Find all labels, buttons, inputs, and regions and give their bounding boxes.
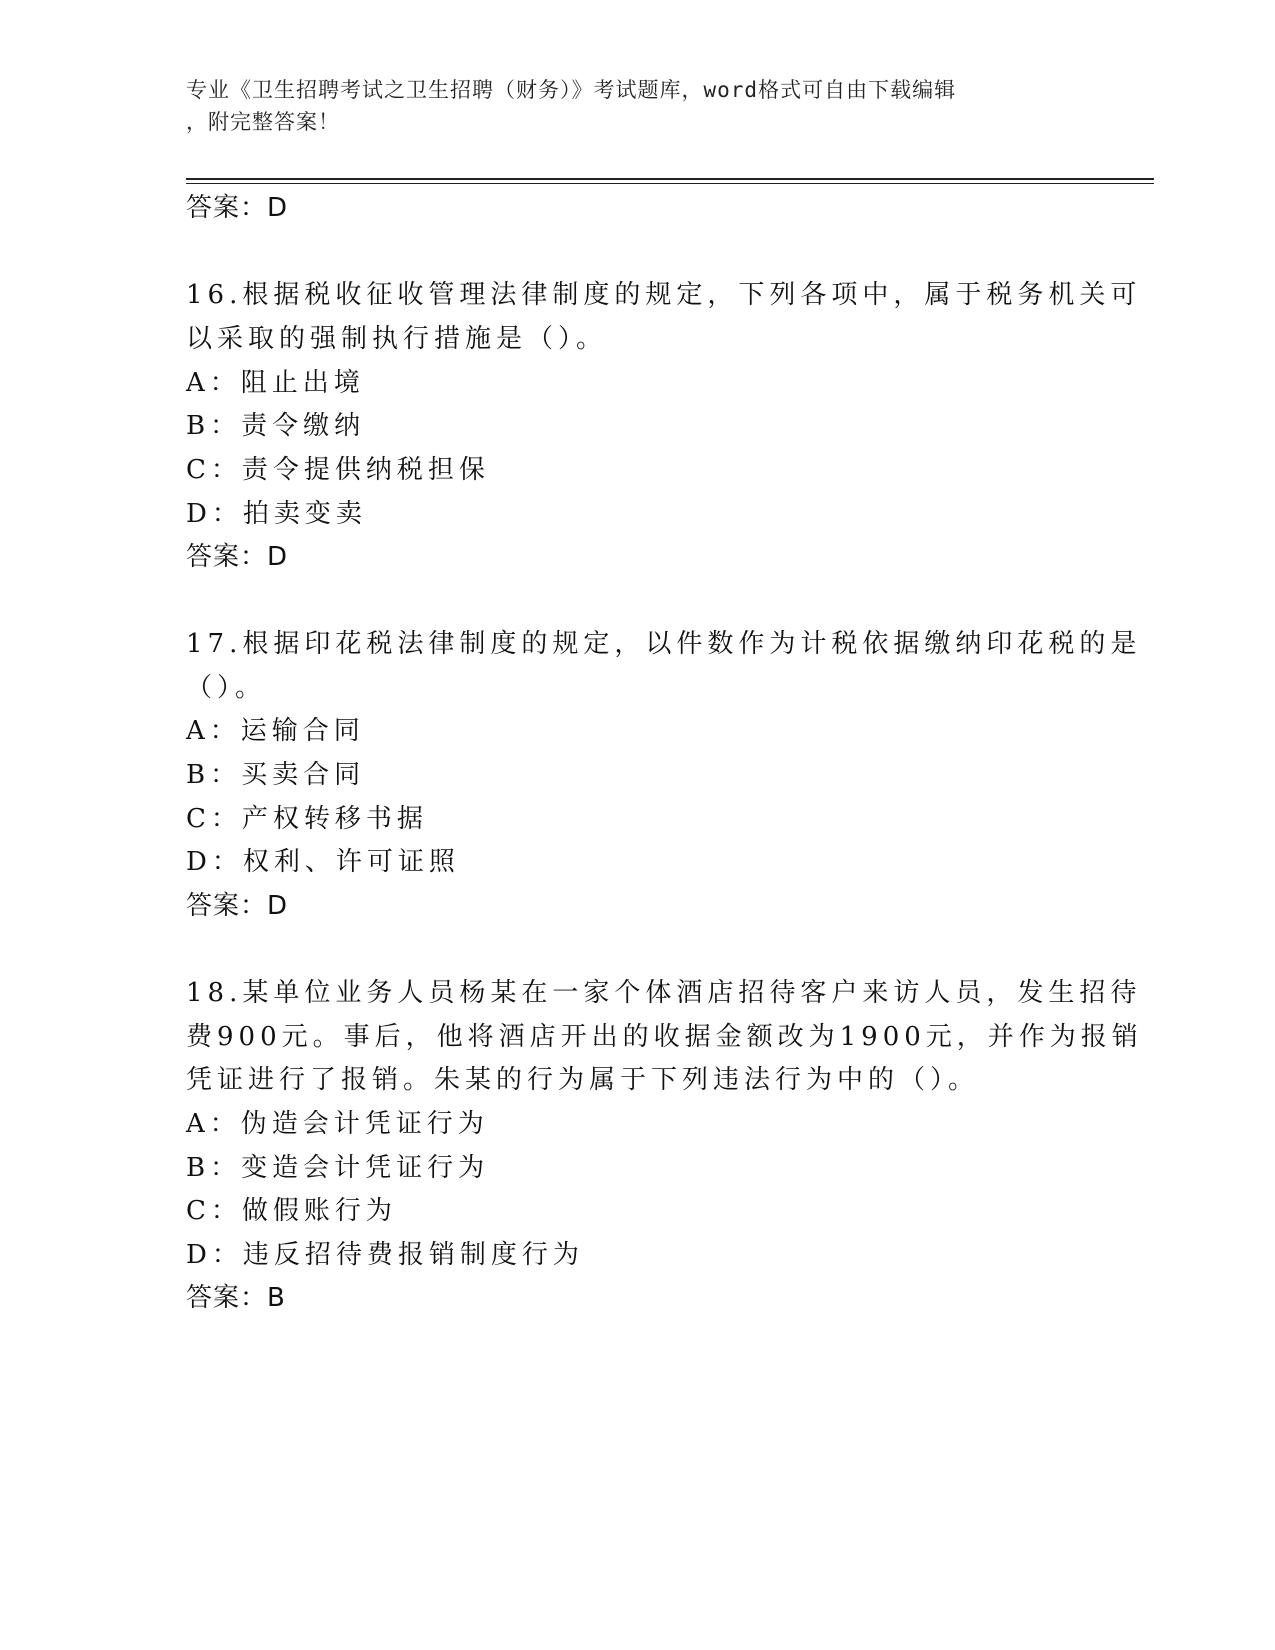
question-17-answer: 答案：D: [186, 891, 289, 921]
header-line-1: 专业《卫生招聘考试之卫生招聘（财务）》考试题库，word格式可自由下载编辑: [186, 78, 957, 102]
question-17-line-1: 17.根据印花税法律制度的规定，以件数作为计税依据缴纳印花税的是: [186, 629, 1142, 659]
question-18-option-d: D：违反招待费报销制度行为: [186, 1240, 584, 1270]
question-16-option-a: A：阻止出境: [186, 368, 365, 398]
answer-previous: 答案：D: [186, 193, 289, 223]
question-18-option-c: C：做假账行为: [186, 1196, 397, 1226]
question-17-option-a: A：运输合同: [186, 716, 365, 746]
question-16-answer: 答案：D: [186, 542, 289, 572]
header-divider-thin: [186, 183, 1154, 184]
question-16-line-1: 16.根据税收征收管理法律制度的规定，下列各项中，属于税务机关可: [186, 280, 1142, 310]
question-16-option-d: D：拍卖变卖: [186, 499, 367, 529]
question-16-option-b: B：责令缴纳: [186, 411, 366, 441]
question-18-answer: 答案：B: [186, 1283, 286, 1313]
question-17-option-b: B：买卖合同: [186, 760, 366, 790]
question-16-line-2: 以采取的强制执行措施是（）。: [186, 324, 608, 354]
question-18-option-b: B：变造会计凭证行为: [186, 1153, 490, 1183]
header-line-2: ，附完整答案！: [186, 110, 340, 134]
document-header: [186, 74, 1066, 138]
question-17-line-2: （）。: [186, 673, 267, 703]
question-16-option-c: C：责令提供纳税担保: [186, 455, 490, 485]
question-17-option-d: D：权利、许可证照: [186, 847, 460, 877]
question-18-line-2: 费900元。事后，他将酒店开出的收据金额改为1900元，并作为报销: [186, 1022, 1143, 1052]
header-divider-thick: [186, 178, 1154, 180]
question-18-line-1: 18.某单位业务人员杨某在一家个体酒店招待客户来访人员，发生招待: [186, 978, 1142, 1008]
question-17-option-c: C：产权转移书据: [186, 804, 428, 834]
question-18-option-a: A：伪造会计凭证行为: [186, 1109, 489, 1139]
question-18-line-3: 凭证进行了报销。朱某的行为属于下列违法行为中的（）。: [186, 1065, 980, 1095]
